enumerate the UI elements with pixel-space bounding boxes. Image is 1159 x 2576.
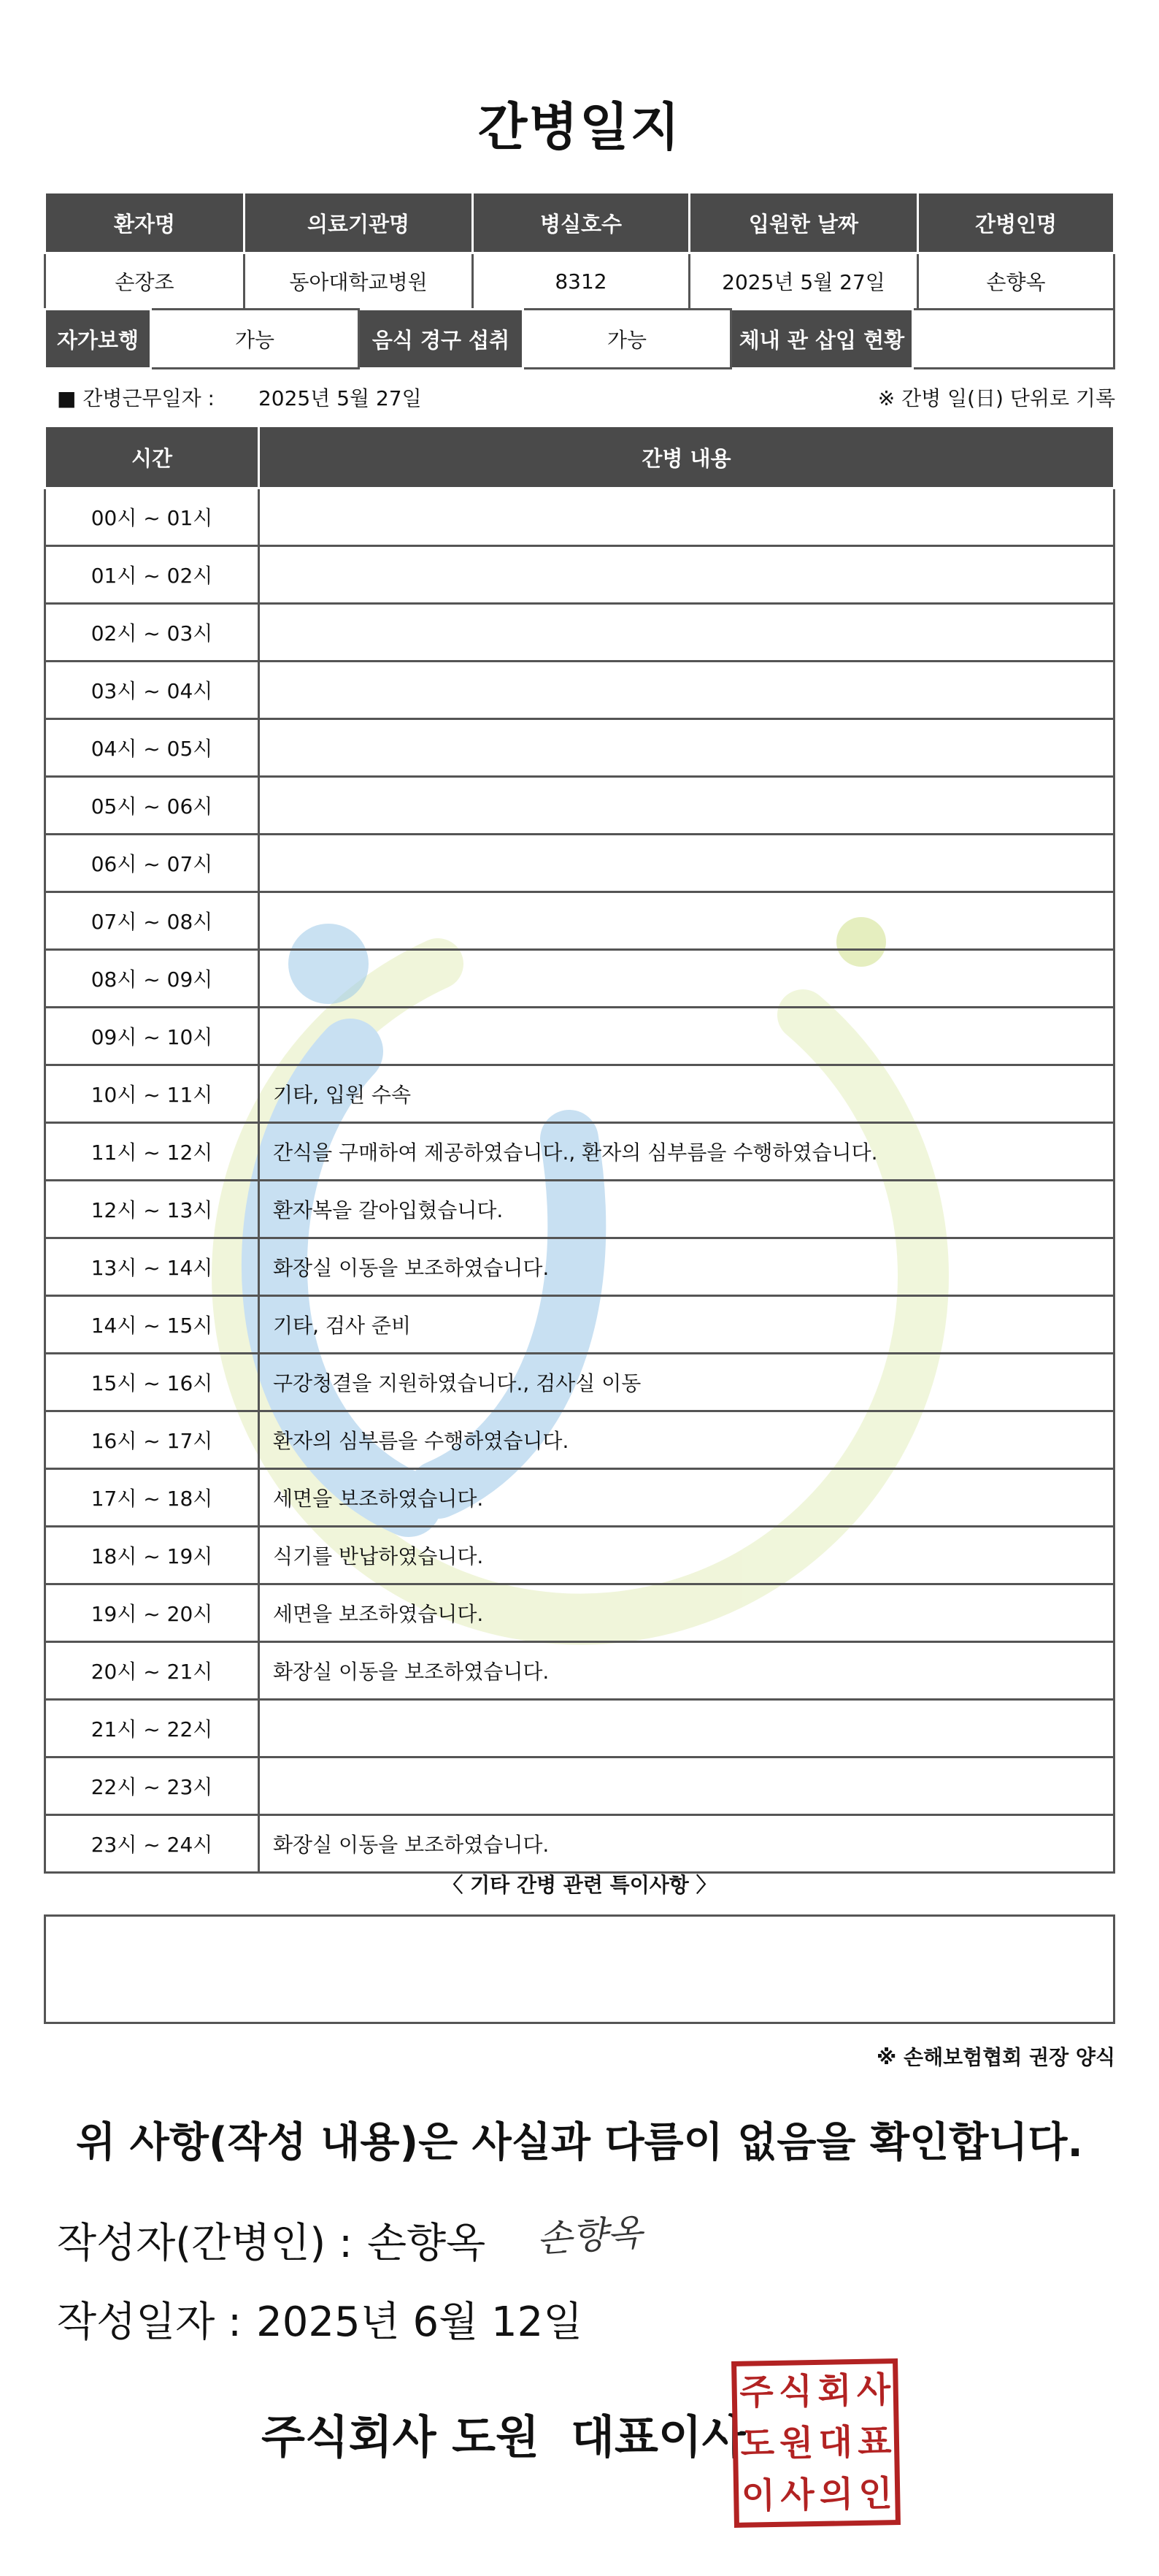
log-time: 20시 ~ 21시 — [45, 1642, 259, 1700]
log-row — [45, 662, 1114, 719]
write-date-label: 작성일자 : — [57, 2299, 242, 2346]
tube-insertion-value — [913, 310, 1114, 369]
log-content — [259, 604, 1114, 662]
log-content: 화장실 이동을 보조하였습니다. — [259, 1642, 1114, 1700]
remarks-title: 〈 기타 간병 관련 특이사항 〉 — [442, 1873, 717, 1897]
log-time: 13시 ~ 14시 — [45, 1238, 259, 1296]
log-row — [45, 1065, 1114, 1123]
admission-date-header: 입원한 날짜 — [690, 193, 918, 253]
company-seal-stamp — [731, 2358, 901, 2528]
seal-char: 대 — [818, 2422, 853, 2464]
care-log-body — [45, 488, 1114, 1873]
log-time: 03시 ~ 04시 — [45, 662, 259, 719]
log-content — [259, 777, 1114, 835]
log-content: 세면을 보조하였습니다. — [259, 1584, 1114, 1642]
log-row — [45, 892, 1114, 950]
log-row — [45, 1700, 1114, 1757]
log-content: 기타, 입원 수속 — [259, 1065, 1114, 1123]
write-date-value: 2025년 6월 12일 — [256, 2299, 583, 2346]
log-content: 환자복을 갈아입혔습니다. — [259, 1181, 1114, 1238]
patient-name-value: 손장조 — [45, 253, 244, 310]
log-time: 17시 ~ 18시 — [45, 1469, 259, 1527]
log-row — [45, 1354, 1114, 1411]
log-content — [259, 488, 1114, 546]
log-content: 세면을 보조하였습니다. — [259, 1469, 1114, 1527]
log-content — [259, 892, 1114, 950]
company-representative: 주식회사 도원 대표이사 — [261, 2410, 746, 2464]
log-row — [45, 1757, 1114, 1815]
confirmation-statement: 위 사항(작성 내용)은 사실과 다름이 없음을 확인합니다. — [76, 2119, 1083, 2166]
seal-char: 회 — [817, 2369, 852, 2412]
writer-name: 손향옥 — [366, 2220, 486, 2267]
seal-char: 주 — [739, 2371, 774, 2413]
log-row — [45, 1008, 1114, 1065]
log-row — [45, 950, 1114, 1008]
log-time: 09시 ~ 10시 — [45, 1008, 259, 1065]
log-row — [45, 1527, 1114, 1584]
log-time: 14시 ~ 15시 — [45, 1296, 259, 1354]
tube-insertion-label: 체내 관 삽입 현황 — [731, 310, 913, 369]
log-content — [259, 662, 1114, 719]
log-time: 10시 ~ 11시 — [45, 1065, 259, 1123]
log-row — [45, 1411, 1114, 1469]
log-content — [259, 950, 1114, 1008]
log-content — [259, 1757, 1114, 1815]
content-column-header: 간병 내용 — [259, 426, 1114, 488]
oral-intake-value: 가능 — [523, 310, 731, 369]
log-row — [45, 719, 1114, 777]
log-row — [45, 835, 1114, 892]
log-time: 22시 ~ 23시 — [45, 1757, 259, 1815]
writer-line — [57, 2211, 485, 2269]
log-time: 04시 ~ 05시 — [45, 719, 259, 777]
log-row — [45, 488, 1114, 546]
caregiver-name-header: 간병인명 — [918, 193, 1114, 253]
log-time: 08시 ~ 09시 — [45, 950, 259, 1008]
log-time: 18시 ~ 19시 — [45, 1527, 259, 1584]
self-walking-label: 자가보행 — [45, 310, 151, 369]
log-time: 11시 ~ 12시 — [45, 1123, 259, 1181]
log-content — [259, 546, 1114, 604]
log-content — [259, 1008, 1114, 1065]
patient-name-header: 환자명 — [45, 193, 244, 253]
seal-char: 식 — [778, 2370, 813, 2412]
seal-char: 의 — [819, 2474, 854, 2516]
work-date-label: ■ 간병근무일자 : — [57, 386, 215, 410]
work-date — [57, 383, 422, 412]
handwritten-signature: 손향옥 — [535, 2211, 644, 2261]
log-time: 00시 ~ 01시 — [45, 488, 259, 546]
log-time: 01시 ~ 02시 — [45, 546, 259, 604]
log-content: 환자의 심부름을 수행하였습니다. — [259, 1411, 1114, 1469]
self-walking-value: 가능 — [151, 310, 359, 369]
log-time: 07시 ~ 08시 — [45, 892, 259, 950]
admission-date-value: 2025년 5월 27일 — [690, 253, 918, 310]
oral-intake-label: 음식 경구 섭취 — [359, 310, 523, 369]
log-content — [259, 719, 1114, 777]
log-time: 02시 ~ 03시 — [45, 604, 259, 662]
room-number-value: 8312 — [473, 253, 690, 310]
seal-char: 이 — [741, 2475, 776, 2518]
seal-char: 표 — [857, 2421, 892, 2463]
log-time: 19시 ~ 20시 — [45, 1584, 259, 1642]
log-row — [45, 1123, 1114, 1181]
log-content: 화장실 이동을 보조하였습니다. — [259, 1815, 1114, 1873]
log-row — [45, 1469, 1114, 1527]
seal-char: 사 — [856, 2369, 891, 2411]
log-content — [259, 1700, 1114, 1757]
log-time: 16시 ~ 17시 — [45, 1411, 259, 1469]
log-time: 06시 ~ 07시 — [45, 835, 259, 892]
log-row — [45, 1238, 1114, 1296]
log-row — [45, 1181, 1114, 1238]
care-log-table — [44, 425, 1115, 1874]
record-unit-note: ※ 간병 일(日) 단위로 기록 — [877, 386, 1115, 410]
log-content — [259, 835, 1114, 892]
seal-char: 사 — [779, 2475, 815, 2517]
patient-info-table — [44, 191, 1115, 310]
page-title: 간병일지 — [477, 97, 682, 157]
hospital-name-value: 동아대학교병원 — [244, 253, 473, 310]
caregiver-name-value: 손향옥 — [918, 253, 1114, 310]
time-column-header: 시간 — [45, 426, 259, 488]
log-content: 식기를 반납하였습니다. — [259, 1527, 1114, 1584]
log-row — [45, 777, 1114, 835]
form-source-note: ※ 손해보험협회 권장 양식 — [877, 2045, 1115, 2069]
log-time: 23시 ~ 24시 — [45, 1815, 259, 1873]
log-row — [45, 1584, 1114, 1642]
log-row — [45, 1296, 1114, 1354]
patient-status-table — [44, 308, 1115, 369]
seal-char: 도 — [740, 2423, 775, 2465]
log-time: 15시 ~ 16시 — [45, 1354, 259, 1411]
log-time: 21시 ~ 22시 — [45, 1700, 259, 1757]
seal-char: 인 — [858, 2473, 893, 2515]
log-row — [45, 1642, 1114, 1700]
writer-label: 작성자(간병인) : — [57, 2220, 353, 2267]
room-number-header: 병실호수 — [473, 193, 690, 253]
log-time: 05시 ~ 06시 — [45, 777, 259, 835]
write-date-line — [57, 2290, 582, 2348]
log-row — [45, 546, 1114, 604]
log-content: 간식을 구매하여 제공하였습니다., 환자의 심부름을 수행하였습니다. — [259, 1123, 1114, 1181]
seal-char: 원 — [779, 2423, 814, 2464]
log-content: 화장실 이동을 보조하였습니다. — [259, 1238, 1114, 1296]
work-date-value: 2025년 5월 27일 — [258, 386, 422, 410]
log-time: 12시 ~ 13시 — [45, 1181, 259, 1238]
remarks-box — [44, 1914, 1115, 2024]
hospital-name-header: 의료기관명 — [244, 193, 473, 253]
log-content: 구강청결을 지원하였습니다., 검사실 이동 — [259, 1354, 1114, 1411]
log-row — [45, 1815, 1114, 1873]
log-row — [45, 604, 1114, 662]
log-content: 기타, 검사 준비 — [259, 1296, 1114, 1354]
